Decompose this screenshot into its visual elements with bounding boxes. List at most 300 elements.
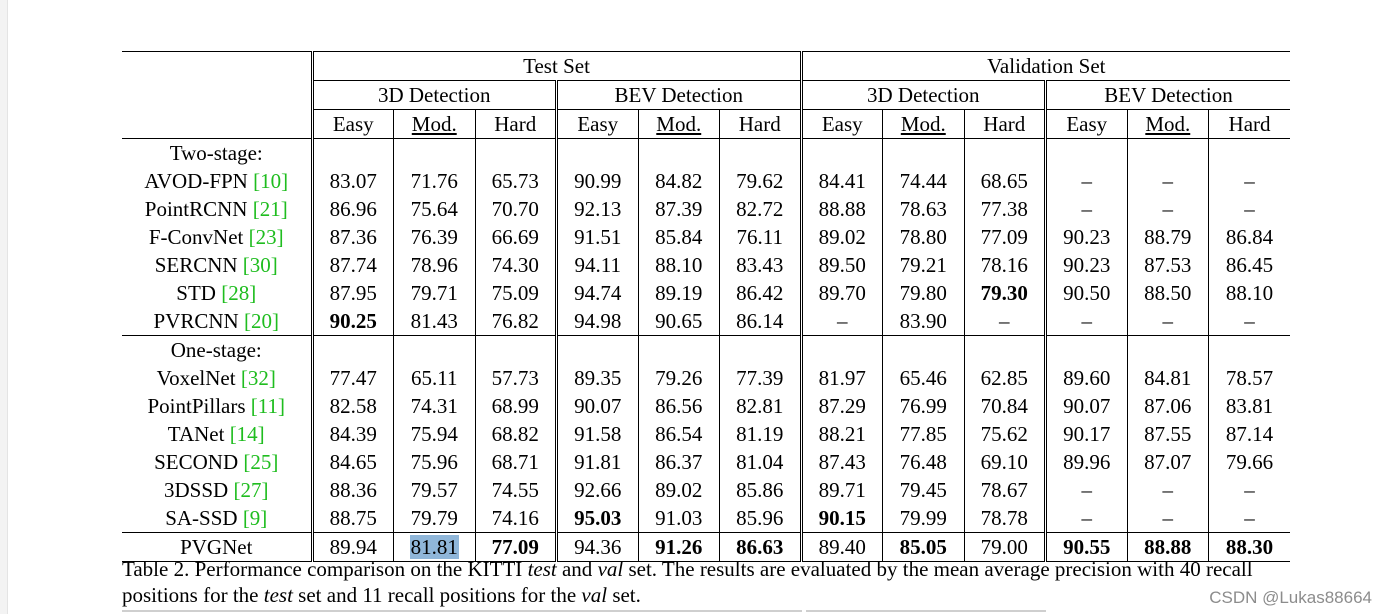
table-cell (883, 223, 965, 251)
method-label: PVRCNN (153, 308, 244, 333)
group-label-row (122, 139, 1290, 168)
page-edge-line (122, 610, 802, 612)
table-cell (964, 307, 1046, 336)
cell-value: 91.03 (655, 505, 703, 530)
table-cell (801, 364, 883, 392)
table-cell (801, 223, 883, 251)
table-row (122, 392, 1290, 420)
table-cell (394, 392, 476, 420)
table-cell (1127, 392, 1209, 420)
left-edge-bar (0, 0, 8, 614)
method-name (122, 504, 312, 533)
cell-value: 68.65 (980, 168, 1028, 193)
cell-value: 62.85 (980, 365, 1028, 390)
empty-cell (394, 336, 476, 365)
difficulty-easy-label: Easy (1066, 111, 1108, 136)
citation-link[interactable]: [21] (252, 196, 288, 221)
header-row-sets (122, 52, 1290, 81)
cell-value: 81.19 (736, 421, 784, 446)
method-name (122, 364, 312, 392)
cell-value: 70.70 (491, 196, 539, 221)
table-cell (801, 448, 883, 476)
table-cell (964, 392, 1046, 420)
cell-value: 84.81 (1144, 365, 1192, 390)
cell-value: 89.71 (818, 477, 866, 502)
cell-value: 86.37 (655, 449, 703, 474)
cell-value: – (1081, 505, 1093, 530)
table-cell (475, 167, 557, 195)
cell-value: 90.65 (655, 308, 703, 333)
cell-value: 81.43 (410, 308, 458, 333)
difficulty-mod-label: Mod. (900, 111, 946, 136)
table-cell (801, 251, 883, 279)
cell-value: 90.07 (1063, 393, 1111, 418)
cell-value: 84.82 (655, 168, 703, 193)
cell-value: 81.04 (736, 449, 784, 474)
group-label: One-stage: (122, 336, 312, 365)
cell-value: 85.96 (736, 505, 784, 530)
caption-text: set. (607, 583, 641, 607)
table-cell (1046, 251, 1128, 279)
table-cell (394, 476, 476, 504)
table-cell (964, 420, 1046, 448)
table-cell (394, 167, 476, 195)
cell-value: 89.40 (818, 534, 866, 559)
results-table-body (122, 139, 1290, 562)
table-cell (638, 392, 720, 420)
table-cell (394, 279, 476, 307)
table-cell (638, 307, 720, 336)
table-cell (1046, 448, 1128, 476)
table-cell (1046, 364, 1128, 392)
table-cell (475, 223, 557, 251)
table-cell (964, 223, 1046, 251)
caption-text: and (556, 557, 598, 581)
cell-value: 94.74 (574, 280, 622, 305)
cell-value: 77.85 (899, 421, 947, 446)
cell-value: 79.62 (736, 168, 784, 193)
method-name (122, 392, 312, 420)
method-label: PointPillars (147, 393, 251, 418)
table-cell (1127, 167, 1209, 195)
cell-value: 87.55 (1144, 421, 1192, 446)
cell-value: 88.21 (818, 421, 866, 446)
cell-value: 78.57 (1225, 365, 1274, 390)
cell-value: 87.36 (329, 224, 377, 249)
cell-value: 90.17 (1063, 421, 1111, 446)
citation-link[interactable]: [9] (242, 505, 268, 530)
test-bev-header: BEV Detection (557, 81, 802, 110)
cell-value: – (1081, 308, 1093, 333)
table-cell (964, 448, 1046, 476)
difficulty-mod-header (1127, 110, 1209, 139)
table-cell (1046, 167, 1128, 195)
table-cell (1209, 392, 1291, 420)
method-name (122, 195, 312, 223)
cell-value: 76.48 (899, 449, 947, 474)
table-cell (720, 448, 802, 476)
cell-value: 91.26 (655, 534, 703, 559)
table-cell (394, 251, 476, 279)
cell-value: 82.81 (736, 393, 784, 418)
table-cell (801, 392, 883, 420)
cell-value: 90.07 (574, 393, 622, 418)
table-cell (557, 167, 639, 195)
table-cell (475, 307, 557, 336)
method-header (122, 52, 312, 81)
table-cell (801, 504, 883, 533)
cell-value: 79.30 (980, 280, 1028, 305)
cell-value: 75.64 (410, 196, 458, 221)
method-name (122, 251, 312, 279)
table-cell (720, 504, 802, 533)
table-row (122, 504, 1290, 533)
difficulty-hard-label: Hard (983, 111, 1026, 136)
cell-value: 89.50 (818, 252, 866, 277)
table-cell (720, 476, 802, 504)
cell-value: 79.26 (655, 365, 703, 390)
results-table (122, 51, 1290, 562)
cell-value: 86.14 (736, 308, 784, 333)
table-cell (1209, 420, 1291, 448)
difficulty-hard-header (475, 110, 557, 139)
cell-value: 89.35 (574, 365, 622, 390)
header-row-detection (122, 81, 1290, 110)
cell-value: – (1244, 308, 1255, 333)
table-cell (312, 504, 394, 533)
citation-link[interactable]: [32] (240, 365, 276, 390)
table-cell (720, 392, 802, 420)
difficulty-easy-label: Easy (332, 111, 374, 136)
method-name (122, 476, 312, 504)
caption-test-word: test (263, 583, 293, 607)
table-cell (638, 279, 720, 307)
cell-value: – (1162, 477, 1174, 502)
cell-value: 68.71 (491, 449, 539, 474)
empty-cell (964, 139, 1046, 168)
table-cell (394, 420, 476, 448)
table-cell (1127, 195, 1209, 223)
table-cell (475, 279, 557, 307)
cell-value: 79.71 (410, 280, 458, 305)
citation-link[interactable]: [30] (242, 252, 278, 277)
method-label: STD (176, 280, 222, 305)
caption-text: set and 11 recall positions for the (292, 583, 582, 607)
cell-value: 79.66 (1225, 449, 1274, 474)
table-cell (1127, 251, 1209, 279)
cell-value: 70.84 (980, 393, 1028, 418)
table-cell (557, 307, 639, 336)
empty-cell (557, 336, 639, 365)
table-cell (1046, 504, 1128, 533)
cell-value: 74.55 (491, 477, 539, 502)
test-3d-header: 3D Detection (312, 81, 557, 110)
empty-cell (394, 139, 476, 168)
cell-value: – (1244, 196, 1255, 221)
difficulty-mod-header (638, 110, 720, 139)
table-row (122, 448, 1290, 476)
method-label: SERCNN (154, 252, 243, 277)
table-cell (883, 195, 965, 223)
caption-test-word: test (527, 557, 557, 581)
difficulty-easy-label: Easy (821, 111, 863, 136)
cell-value: 74.16 (491, 505, 539, 530)
empty-cell (557, 139, 639, 168)
cell-value: 79.45 (899, 477, 947, 502)
method-label: SA-SSD (165, 505, 243, 530)
table-cell (557, 476, 639, 504)
cell-value: 89.96 (1063, 449, 1111, 474)
citation-link[interactable]: [11] (250, 393, 285, 418)
citation-link[interactable]: [23] (248, 224, 284, 249)
cell-value: 86.84 (1225, 224, 1274, 249)
method-label: TANet (167, 421, 230, 446)
table-cell (312, 392, 394, 420)
cell-value: 90.15 (818, 505, 866, 530)
cell-value: 90.55 (1063, 534, 1111, 559)
cell-value: 89.60 (1063, 365, 1111, 390)
cell-value: 89.02 (655, 477, 703, 502)
table-cell (1046, 223, 1128, 251)
difficulty-easy-label: Easy (577, 111, 619, 136)
val-bev-header: BEV Detection (1046, 81, 1291, 110)
cell-value: 87.53 (1144, 252, 1192, 277)
table-cell (1127, 364, 1209, 392)
cell-value: 84.65 (329, 449, 377, 474)
method-name (122, 223, 312, 251)
table-row (122, 476, 1290, 504)
difficulty-hard-label: Hard (494, 111, 537, 136)
cell-value: 76.39 (410, 224, 458, 249)
table-cell (475, 476, 557, 504)
table-cell (557, 223, 639, 251)
cell-value: 75.94 (410, 421, 458, 446)
cell-value: 88.50 (1144, 280, 1192, 305)
table-row (122, 251, 1290, 279)
cell-value: – (1162, 308, 1174, 333)
table-cell (883, 307, 965, 336)
cell-value: 85.05 (899, 534, 947, 559)
table-cell (883, 392, 965, 420)
cell-value: 76.99 (899, 393, 947, 418)
cell-value: 79.21 (899, 252, 947, 277)
cell-value: 78.78 (980, 505, 1028, 530)
cell-value: 75.62 (980, 421, 1028, 446)
table-cell (1046, 420, 1128, 448)
cell-value: 89.02 (818, 224, 866, 249)
cell-value: 77.38 (980, 196, 1028, 221)
cell-value: 94.11 (574, 252, 621, 277)
citation-link[interactable]: [14] (229, 421, 265, 446)
cell-value: 83.43 (736, 252, 784, 277)
cell-value: 74.30 (491, 252, 539, 277)
cell-value: 77.47 (329, 365, 377, 390)
difficulty-mod-label: Mod. (656, 111, 702, 136)
table-caption (122, 556, 1282, 608)
table-cell (557, 448, 639, 476)
table-cell (312, 279, 394, 307)
table-cell (638, 195, 720, 223)
table-cell (1046, 392, 1128, 420)
table-cell (394, 504, 476, 533)
table-cell (964, 195, 1046, 223)
cell-value: 88.88 (818, 196, 866, 221)
cell-value: 87.95 (329, 280, 377, 305)
citation-link[interactable]: [28] (221, 280, 257, 305)
table-cell (638, 420, 720, 448)
method-label: SECOND (154, 449, 244, 474)
group-label: Two-stage: (122, 139, 312, 168)
cell-value: 86.56 (655, 393, 703, 418)
cell-value: 87.74 (329, 252, 377, 277)
cell-value: – (1162, 168, 1174, 193)
difficulty-easy-header (801, 110, 883, 139)
cell-value: 92.66 (574, 477, 622, 502)
table-cell (1209, 167, 1291, 195)
cell-value: 65.11 (411, 365, 458, 390)
table-cell (964, 251, 1046, 279)
table-cell (1046, 476, 1128, 504)
table-cell (312, 251, 394, 279)
table-cell (1127, 448, 1209, 476)
table-cell (1209, 364, 1291, 392)
table-cell (475, 251, 557, 279)
test-set-header: Test Set (312, 52, 801, 81)
cell-value: 90.25 (329, 308, 377, 333)
cell-value: 83.81 (1225, 393, 1274, 418)
table-row (122, 195, 1290, 223)
cell-value: 83.07 (329, 168, 377, 193)
table-cell (638, 448, 720, 476)
cell-value: – (1081, 477, 1093, 502)
empty-cell (638, 139, 720, 168)
table-cell (720, 420, 802, 448)
table-cell (1209, 307, 1291, 336)
difficulty-easy-header (312, 110, 394, 139)
cell-value: 76.82 (491, 308, 539, 333)
table-cell (720, 223, 802, 251)
cell-value: 90.99 (574, 168, 622, 193)
cell-value: 89.94 (329, 534, 377, 559)
cell-value: 69.10 (980, 449, 1028, 474)
cell-value: 88.88 (1144, 534, 1192, 559)
page-edge-line (806, 610, 1046, 612)
method-subheader (122, 110, 312, 139)
table-cell (883, 167, 965, 195)
difficulty-mod-label: Mod. (411, 111, 457, 136)
cell-value: 79.00 (980, 534, 1028, 559)
cell-value: 77.39 (736, 365, 784, 390)
cell-value: 75.96 (410, 449, 458, 474)
citation-link[interactable]: [25] (243, 449, 279, 474)
table-cell (312, 420, 394, 448)
cell-value: 94.36 (574, 534, 622, 559)
table-cell (475, 420, 557, 448)
table-cell (475, 448, 557, 476)
table-cell (312, 307, 394, 336)
cell-value: – (1244, 477, 1255, 502)
cell-value: 78.67 (980, 477, 1028, 502)
cell-value: 86.96 (329, 196, 377, 221)
cell-value: 65.73 (491, 168, 539, 193)
cell-value: 92.13 (574, 196, 622, 221)
table-cell (801, 279, 883, 307)
table-cell (557, 392, 639, 420)
cell-value: – (1081, 168, 1093, 193)
cell-value: 78.96 (410, 252, 458, 277)
table-cell (720, 167, 802, 195)
table-cell (801, 476, 883, 504)
cell-value: 57.73 (491, 365, 539, 390)
table-cell (312, 223, 394, 251)
cell-value: – (1244, 168, 1255, 193)
table-cell (557, 195, 639, 223)
method-label: AVOD-FPN (144, 168, 254, 193)
citation-link[interactable]: [27] (233, 477, 269, 502)
empty-cell (1209, 139, 1291, 168)
table-cell (1127, 420, 1209, 448)
cell-value: 79.79 (410, 505, 458, 530)
cell-value: 87.29 (818, 393, 866, 418)
cell-value: – (1081, 196, 1093, 221)
table-cell (964, 364, 1046, 392)
cell-value: 90.23 (1063, 224, 1111, 249)
table-cell (394, 223, 476, 251)
citation-link[interactable]: [10] (253, 168, 289, 193)
cell-value: 71.76 (410, 168, 458, 193)
cell-value: 74.31 (410, 393, 458, 418)
table-cell (1127, 279, 1209, 307)
cell-value: 76.11 (736, 224, 783, 249)
empty-cell (1209, 336, 1291, 365)
table-row (122, 420, 1290, 448)
table-cell (801, 195, 883, 223)
empty-cell (638, 336, 720, 365)
cell-value: 86.42 (736, 280, 784, 305)
table-cell (1209, 448, 1291, 476)
cell-value: 94.98 (574, 308, 622, 333)
table-cell (1046, 279, 1128, 307)
table-cell (964, 279, 1046, 307)
table-cell (883, 279, 965, 307)
table-cell (312, 448, 394, 476)
cell-value: 89.19 (655, 280, 703, 305)
cell-value: 78.63 (899, 196, 947, 221)
cell-value: 88.30 (1225, 534, 1274, 559)
empty-cell (475, 336, 557, 365)
table-cell (475, 392, 557, 420)
difficulty-mod-header (883, 110, 965, 139)
table-cell (964, 476, 1046, 504)
difficulty-easy-header (557, 110, 639, 139)
table-cell (557, 251, 639, 279)
cell-value: 84.41 (818, 168, 866, 193)
citation-link[interactable]: [20] (243, 308, 279, 333)
cell-value: 77.09 (980, 224, 1028, 249)
table-cell (720, 279, 802, 307)
empty-cell (801, 336, 883, 365)
table-cell (638, 223, 720, 251)
cell-value: 66.69 (491, 224, 539, 249)
table-cell (557, 420, 639, 448)
table-cell (1209, 251, 1291, 279)
table-cell (883, 448, 965, 476)
empty-cell (1127, 336, 1209, 365)
difficulty-hard-label: Hard (738, 111, 781, 136)
cell-value: 68.82 (491, 421, 539, 446)
cell-value: 84.39 (329, 421, 377, 446)
cell-value: 91.81 (574, 449, 622, 474)
